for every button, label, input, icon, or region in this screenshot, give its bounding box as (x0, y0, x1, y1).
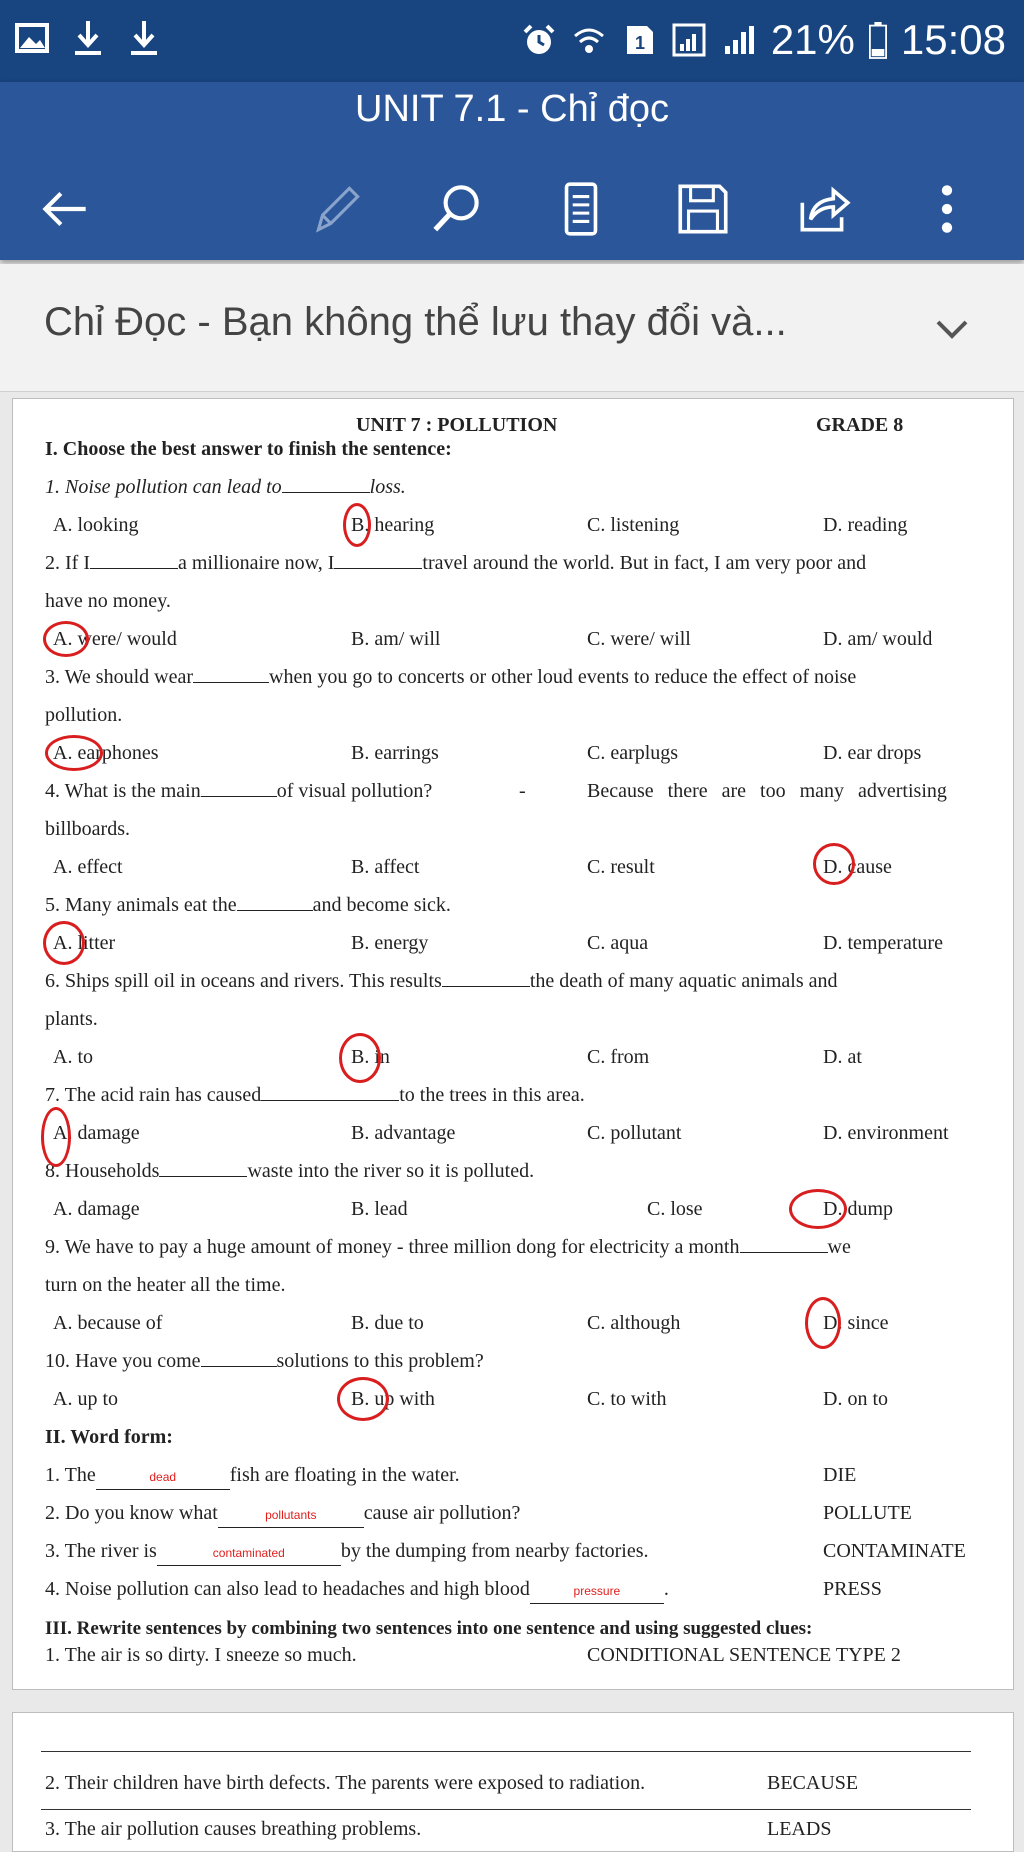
clock: 15:08 (900, 16, 1006, 63)
handwritten-answer: pollutants (218, 1508, 364, 1528)
option: A. damage (53, 1198, 140, 1220)
question-continued: have no money. (45, 590, 171, 612)
answer-circle (41, 1107, 71, 1167)
option: A. looking (53, 514, 139, 536)
answer-options (41, 1305, 1001, 1341)
option: D. since (823, 1312, 889, 1334)
section-heading: I. Choose the best answer to finish the sentence: (45, 438, 452, 460)
rewrite-item: 2. Their children have birth defects. The parents were exposed to radiation. BECAUSE (45, 1772, 859, 1794)
option: D. cause (823, 856, 892, 878)
edit-button[interactable] (292, 164, 382, 254)
document-title: UNIT 7.1 - Chỉ đọc (355, 88, 669, 130)
option: B. hearing (351, 514, 435, 536)
search-button[interactable] (412, 164, 502, 254)
question-continued: plants. (45, 1008, 98, 1030)
battery-percent: 21% (770, 16, 855, 63)
doc-grade: GRADE 8 (816, 414, 904, 436)
handwritten-answer: dead (96, 1470, 230, 1490)
read-only-banner[interactable] (0, 264, 1024, 392)
option: A. to (53, 1046, 93, 1068)
alarm-icon (521, 20, 557, 60)
option: A. litter (53, 932, 116, 954)
option: B. due to (351, 1312, 424, 1334)
save-icon (672, 178, 734, 240)
option: A. damage (53, 1122, 140, 1144)
read-mode-button[interactable] (536, 164, 626, 254)
document-page (12, 1712, 1014, 1852)
download-icon (70, 18, 106, 58)
option: D. dump (823, 1198, 893, 1220)
question: 10. Have you come solutions to this problem? (41, 1343, 1001, 1379)
option: B. in (351, 1046, 390, 1068)
answer-options (41, 1039, 1001, 1075)
option: B. up with (351, 1388, 435, 1410)
word-form-item: 3. The river is contaminated by the dumping from nearby factories. CONTAMINATE (41, 1533, 1001, 1569)
answer-options (41, 1191, 1001, 1227)
more-icon (916, 178, 978, 240)
svg-text:1: 1 (634, 33, 645, 53)
read-mode-icon (550, 178, 612, 240)
answer-circle (805, 1297, 841, 1349)
answer-line (41, 1809, 971, 1810)
question-continued: turn on the heater all the time. (45, 1274, 286, 1296)
option: C. listening (587, 514, 680, 536)
question: 2. If I a millionaire now, I travel around the world. But in fact, I am very poor and (41, 545, 1001, 581)
option: A. because of (53, 1312, 163, 1334)
word-form-item: 1. The dead fish are floating in the water. DIE (41, 1457, 1001, 1493)
option: C. from (587, 1046, 650, 1068)
option: D. environment (823, 1122, 949, 1144)
answer-circle (789, 1189, 847, 1229)
answer-line (41, 1751, 971, 1752)
wifi-icon (571, 20, 607, 60)
option: C. pollutant (587, 1122, 682, 1144)
option: B. am/ will (351, 628, 441, 650)
document-page (12, 398, 1014, 1690)
share-icon (792, 178, 854, 240)
download-icon (126, 18, 162, 58)
answer-circle (337, 1377, 389, 1421)
answer-circle (45, 735, 103, 771)
answer-options (41, 507, 1001, 543)
option: C. were/ will (587, 628, 691, 650)
question-continued: billboards. (45, 818, 130, 840)
option: A. earphones (53, 742, 159, 764)
search-icon (426, 178, 488, 240)
option: C. result (587, 856, 655, 878)
option: B. earrings (351, 742, 439, 764)
option: B. affect (351, 856, 420, 878)
battery-icon (869, 21, 887, 59)
pencil-icon (306, 178, 368, 240)
read-only-message: Chỉ Đọc - Bạn không thể lưu thay đổi và... (44, 300, 787, 344)
option: D. at (823, 1046, 862, 1068)
chevron-down-icon[interactable] (928, 304, 976, 352)
answer-circle (43, 921, 85, 965)
question: 7. The acid rain has caused to the trees in this area. (41, 1077, 1001, 1113)
option: D. ear drops (823, 742, 922, 764)
option: A. effect (53, 856, 123, 878)
question: 9. We have to pay a huge amount of money - three million dong for electricity a month we (41, 1229, 1001, 1265)
question: 3. We should wear when you go to concerts or other loud events to reduce the effect of noise (41, 659, 1001, 695)
handwritten-answer: contaminated (157, 1546, 341, 1566)
app-bar (0, 82, 1024, 260)
section-heading: II. Word form: (45, 1426, 173, 1448)
answer-circle (813, 843, 855, 885)
answer-circle (343, 503, 371, 547)
option: A. were/ would (53, 628, 177, 650)
option: C. lose (647, 1198, 703, 1220)
question: 6. Ships spill oil in oceans and rivers. This results the death of many aquatic animals and (41, 963, 1001, 999)
back-icon (34, 178, 96, 240)
sim-icon (621, 20, 657, 60)
signal-icon (721, 20, 757, 60)
section-heading: III. Rewrite sentences by combining two sentences into one sentence and using suggested clues: (45, 1618, 813, 1639)
signal-icon (671, 20, 707, 60)
more-button[interactable] (902, 164, 992, 254)
doc-title: UNIT 7 : POLLUTION (356, 414, 558, 436)
option: D. temperature (823, 932, 943, 954)
back-button[interactable] (20, 164, 110, 254)
question-continued: pollution. (45, 704, 123, 726)
word-form-item: 4. Noise pollution can also lead to headaches and high blood pressure . PRESS (41, 1571, 1001, 1607)
answer-options (41, 621, 1001, 657)
answer-circle (339, 1033, 381, 1083)
option: C. although (587, 1312, 681, 1334)
answer-options (41, 735, 1001, 771)
option: C. to with (587, 1388, 667, 1410)
save-button[interactable] (658, 164, 748, 254)
share-button[interactable] (778, 164, 868, 254)
option: D. on to (823, 1388, 888, 1410)
question: 8. Households waste into the river so it is polluted. (41, 1153, 1001, 1189)
word-form-item: 2. Do you know what pollutants cause air pollution? POLLUTE (41, 1495, 1001, 1531)
option: B. energy (351, 932, 429, 954)
option: C. aqua (587, 932, 649, 954)
rewrite-item: 1. The air is so dirty. I sneeze so much. CONDITIONAL SENTENCE TYPE 2 (45, 1644, 901, 1666)
question: 1. Noise pollution can lead to loss. (41, 469, 1001, 505)
option: C. earplugs (587, 742, 679, 764)
option: B. lead (351, 1198, 408, 1220)
question: 4. What is the main of visual pollution? - Because there are too many advertising (41, 773, 1001, 809)
handwritten-answer: pressure (530, 1584, 664, 1604)
answer-circle (43, 621, 89, 657)
answer-options (41, 849, 1001, 885)
status-bar (0, 0, 1024, 82)
answer-options (41, 1381, 1001, 1417)
answer-options (41, 925, 1001, 961)
question: 5. Many animals eat the and become sick. (41, 887, 1001, 923)
option: A. up to (53, 1388, 118, 1410)
option: D. reading (823, 514, 908, 536)
option: D. am/ would (823, 628, 933, 650)
toolbar (0, 164, 1024, 254)
answer-options (41, 1115, 1001, 1151)
rewrite-item: 3. The air pollution causes breathing problems. LEADS (45, 1818, 832, 1840)
option: B. advantage (351, 1122, 456, 1144)
image-icon (14, 18, 50, 58)
